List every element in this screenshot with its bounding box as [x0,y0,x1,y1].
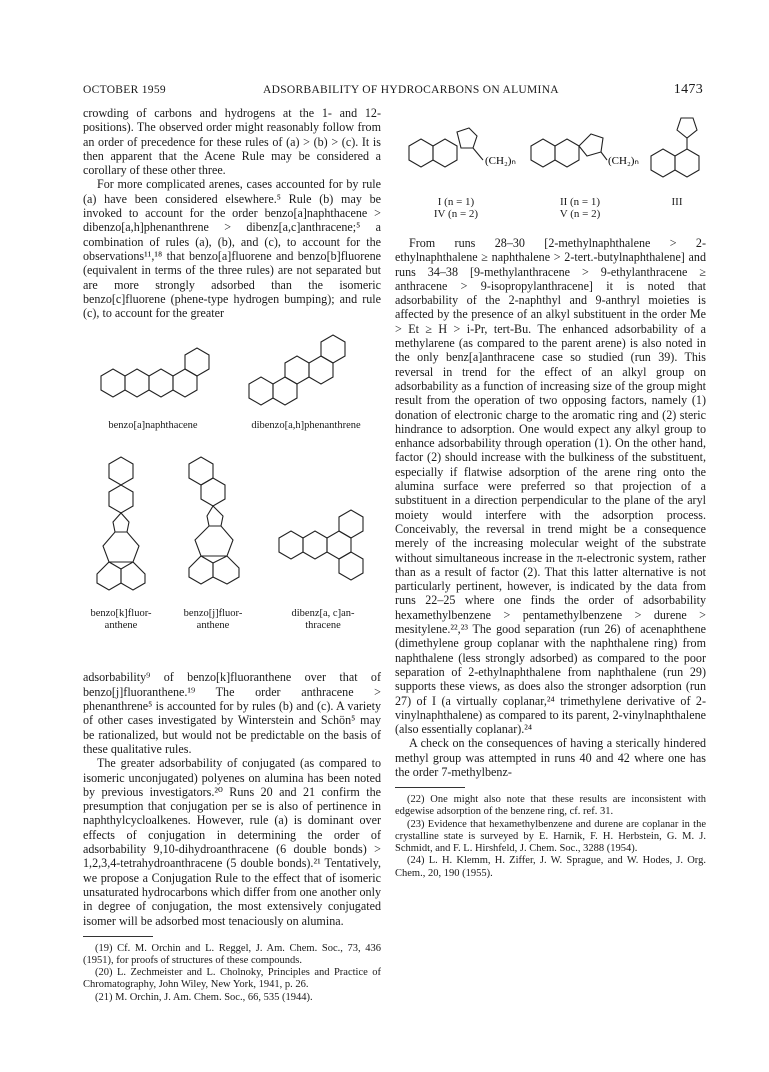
footnote-divider-right [395,787,465,788]
label-benzo-j-fluoranthene [171,608,255,631]
label-I: I (n = 1) [437,196,475,208]
left-paragraph-2: For more complicated arenes, cases accounted for by rule (a) have been considered elsewhere.⁵ Rule (b) may be invoked to account for the order benzo[a]naphthacene > dibenzo[a,h]phenanthrene > dibenz[a,c]anthracene;⁵ a combination of rules (a), (b), and (c), to account for the observations¹¹,¹⁸ that benzo[a]fluorene and benzo[b]fluorene (equivalent in terms of the three rules) are not separated but are more strongly adsorbed than the isomeric benzo[c]fluorene (phene-type hydrogen bumping); and rule (c), to account for the greater [83,177,381,321]
label-III: III [671,196,683,208]
left-column [83,106,381,1004]
dibenz-ac-anthracene-drawing [279,510,363,580]
label-benzo-j-line1: benzo[j]fluor- [183,608,243,620]
page-number: 1473 [673,82,703,97]
footnotes-left [83,943,381,1004]
label-benzo-k-line1: benzo[k]fluor- [90,608,152,620]
label-dibenzo-ah-phenanthrene: dibenzo[a,h]phenanthrene [251,420,361,432]
left-paragraph-4: The greater adsorbability of conjugated (as compared to isomeric unconjugated) polyenes on alumina has been noted by previous investigators.²⁰ Runs 20 and 21 confirm the presumption that conjugation per se is also of pertinence in naphthylcycloalkenes. However, rule (a) is dominant over effects of conjugation in determining the order of adsorbability 9,10-dihydroanthracene (6 double bonds) > 1,2,3,4-tetrahydroanthracene (5 double bonds).²¹ Tentatively, we propose a Conjugation Rule to the effect that of isomeric unsaturated hydrocarbons which differ from one another only in degree of conjugation, the most extensively conjugated isomer will be adsorbed most tenaciously on alumina. [83,756,381,928]
benzo-j-fluoranthene-drawing [189,457,239,584]
benzo-k-fluoranthene-drawing [97,457,145,590]
structure-II-drawing [531,134,607,167]
right-paragraph-1: From runs 28–30 [2-methylnaphthalene > 2-ethylnaphthalene ≥ naphthalene > 2-tert.-butylnaphthalene] and runs 34–38 [9-methylanthracene > 9-ethylanthracene ≥ anthracene > 9-isopropylanthracene] it is noted that adsorbability of the 2-naphthyl and 9-anthryl moieties is affected by the presence of an alkyl substituent in the order Me > Et ≥ H > i-Pr, tert-Bu. The enhanced adsorbability of a methylarene (as compared to the parent arene) is also noted in the only benz[a]anthracene case so studied (run 39). This reversal in trend for the effect of an alkyl group on adsorbability as a function of increasing size of the group might result from the operation of two opposing factors, namely (1) donation of electronic charge to the aromatic ring and (2) steric hindrance to adsorption. One would expect any alkyl group to enhance adsorbability through operation (1). On the other hand, factor (2) should increase with the bulkiness of the substituent, especially if flatwise adsorption of the arene ring onto the alumina surface were preferred so that projection of a substituent in a direction perpendicular to the plane of the aryl moiety would interfere with the adsorption process. Conceivably, the reversal in trend might be a consequence merely of the increasing molecular weight of the substrate without simultaneous increase in the π-electronic system, rather than as a result of factor (2). That this latter alternative is not particularly pertinent, however, is indicated by the data from runs 22–25 where one finds the order of adsorbability hexamethylbenzene > pentamethylbenzene > durene > mesitylene.²²,²³ The good separation (run 26) of acenaphthene (dimethylene group coplanar with the naphthalene ring) from naphthalene (less strongly adsorbed) as compared to the poor separation of 2-ethylnaphthalene from naphthalene (run 29) supports these views, as does also the stronger adsorption (run 27) of I (a virtually coplanar,²⁴ trimethylene derivative of 2-vinylnaphthalene) as compared to its parent, 2-vinylnaphthalene (also essentially coplanar).²⁴ [395,236,706,737]
label-benzo-a-naphthacene: benzo[a]naphthacene [108,420,198,432]
structure-I-drawing [409,128,483,167]
label-II: II (n = 1) [559,196,601,208]
label-benzo-k-line2: anthene [104,619,138,631]
header-date: OCTOBER 1959 [83,84,166,96]
label-benzo-k-fluoranthene [79,608,163,631]
header-title: ADSORBABILITY OF HYDROCARBONS ON ALUMINA [263,84,559,96]
right-paragraph-2: A check on the consequences of having a sterically hindered methyl group was attempted in runs 40 and 42 where one has the order 7-methylbenz- [395,736,706,779]
label-dibenz-ac-anthracene [273,608,373,631]
label-benzo-j-line2: anthene [196,619,230,631]
footnote-24: (24) L. H. Klemm, H. Ziffer, J. W. Sprague, and W. Hodes, J. Org. Chem., 20, 190 (1955). [395,855,706,879]
structure-III-drawing [651,118,699,177]
dibenzo-ah-phenanthrene-drawing [249,335,345,405]
sub2-text: (CH₂)ₙ [608,155,639,167]
benzo-a-naphthacene-drawing [101,348,209,397]
label-IV: IV (n = 2) [433,208,479,220]
footnote-23: (23) Evidence that hexamethylbenzene and durene are coplanar in the crystalline state is surveyed by E. Harnik, F. H. Herbstein, G. M. J. Schmidt, and F. L. Hirshfeld, J. Chem. Soc., 3288 (1954). [395,818,706,855]
right-column [395,236,706,880]
figure-arene-structures [83,324,381,664]
footnote-20: (20) L. Zechmeister and L. Cholnoky, Principles and Practice of Chromatography, John Wiley, New York, 1941, p. 26. [83,967,381,991]
footnotes-right [395,794,706,879]
figure-structures-top [395,104,706,232]
left-paragraph-3: adsorbability⁹ of benzo[k]fluoranthene over that of benzo[j]fluoranthene.¹⁹ The order anthracene > phenanthrene⁵ is accounted for by rules (b) and (c). A variety of other cases investigated by Winterstein and Schön⁵ may be rationalized, but would not be predictable on the basis of these qualitative rules. [83,670,381,756]
sub1-text: (CH₂)ₙ [485,155,516,167]
label-dibenz-ac-line2: thracene [305,619,341,631]
footnote-21: (21) M. Orchin, J. Am. Chem. Soc., 66, 535 (1944). [95,991,313,1003]
footnote-19: (19) Cf. M. Orchin and L. Reggel, J. Am. Chem. Soc., 73, 436 (1951), for proofs of structures of these compounds. [83,942,381,966]
label-dibenz-ac-line1: dibenz[a, c]an- [291,608,355,620]
left-paragraph-1: crowding of carbons and hydrogens at the 1- and 12-positions). The observed order might reasonably follow from an order of precedence for these rules of (a) > (b) > (c). It is then apparent that the Acene Rule may be considered a corollary of these other three. [83,106,381,178]
running-header [83,84,703,100]
footnote-22: (22) One might also note that these results are inconsistent with edgewise adsorption of the benzene ring, cf. ref. 31. [395,794,706,818]
footnote-divider-left [83,936,153,937]
label-V: V (n = 2) [559,208,601,220]
